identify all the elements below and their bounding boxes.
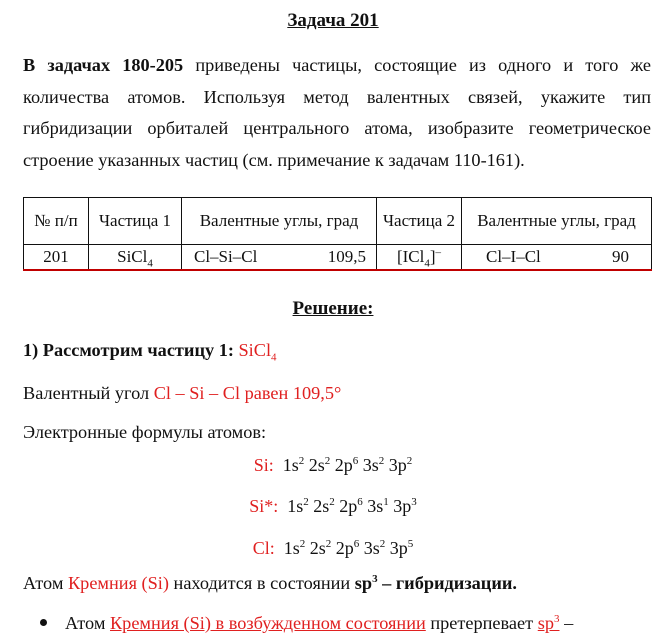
orbital-term: $3p^5$ xyxy=(389,538,414,558)
row-angles1 xyxy=(182,245,377,271)
orbital-term: $3s^1$ xyxy=(367,496,389,516)
header-angles1: Валентные углы, град xyxy=(182,198,377,245)
row-angles2 xyxy=(462,245,652,271)
header-particle1: Частица 1 xyxy=(89,198,182,245)
bond1: Cl–Si–Cl xyxy=(194,247,258,266)
step1-heading: 1) Рассмотрим частицу 1: SiCl$_4$ xyxy=(23,340,277,364)
orbital-term: $3s^2$ xyxy=(362,455,385,475)
orbital-term: $3s^2$ xyxy=(363,538,386,558)
config-si-excited: Si*: $1s^2$ $2s^2$ $2p^6$ $3s^1$ $3p^3$ xyxy=(249,496,417,516)
row-particle1: SiCl$_4$ xyxy=(89,245,182,271)
orbital-term: $1s^2$ xyxy=(287,496,309,516)
particles-table xyxy=(23,197,652,271)
solution-heading: Решение: xyxy=(292,298,374,319)
header-angles2: Валентные углы, град xyxy=(462,198,652,245)
orbital-term: $1s^2$ xyxy=(283,538,306,558)
hybridization-line: Атом Кремния (Si) находится в состоянии $sp^3$ – гибридизации. xyxy=(23,572,517,593)
orbital-term: $2s^2$ xyxy=(309,538,332,558)
row-num: 201 xyxy=(24,245,89,271)
orbital-term: $1s^2$ xyxy=(282,455,305,475)
electron-formulas-heading: Электронные формулы атомов: xyxy=(23,422,267,442)
problem-text: приведены частицы, состоящие из одного и того же количества атомов. Используя метод валентных связей, укажите тип гибридизации орбиталей центрального атома, изобразите геометрическое строение указанных частиц (см. примечание к задачам 110-161). xyxy=(23,55,652,170)
table-header-row xyxy=(24,198,652,245)
row-particle2: [ICl$_4$]– xyxy=(377,245,462,271)
angle2: 90 xyxy=(612,247,629,266)
orbital-term: $2p^6$ xyxy=(339,496,363,516)
bullet-icon xyxy=(40,619,47,626)
step1-formula: SiCl$_4$ xyxy=(238,340,277,364)
orbital-term: $2p^6$ xyxy=(334,455,359,475)
header-num: № п/п xyxy=(24,198,89,245)
orbital-term: $3p^3$ xyxy=(393,496,417,516)
table-row xyxy=(24,245,652,271)
orbital-term: $2s^2$ xyxy=(308,455,331,475)
config-cl: Cl: $1s^2$ $2s^2$ $2p^6$ $3s^2$ $3p^5$ xyxy=(252,538,414,558)
problem-title: Задача 201 xyxy=(287,10,379,31)
problem-range: В задачах 180-205 xyxy=(23,55,184,75)
orbital-term: $2s^2$ xyxy=(313,496,335,516)
bullet-item: Атом Кремния (Si) в возбужденном состоянии претерпевает $sp^3$ – xyxy=(40,613,573,634)
problem-statement xyxy=(23,50,651,176)
valence-angle-line: Валентный угол Cl – Si – Cl равен 109,5° xyxy=(23,383,342,403)
angle1: 109,5 xyxy=(327,247,366,266)
bond2: Cl–I–Cl xyxy=(486,247,541,266)
header-particle2: Частица 2 xyxy=(377,198,462,245)
orbital-term: $2p^6$ xyxy=(335,538,360,558)
config-si: Si: $1s^2$ $2s^2$ $2p^6$ $3s^2$ $3p^2$ xyxy=(253,455,413,475)
orbital-term: $3p^2$ xyxy=(388,455,413,475)
